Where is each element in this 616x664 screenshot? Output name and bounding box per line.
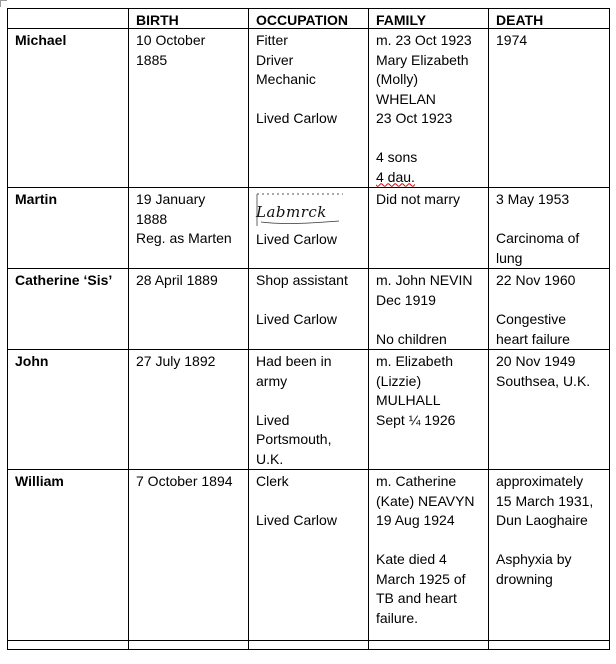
occupation-cell: [249, 269, 369, 350]
birth-cell: [129, 470, 249, 641]
occupation-line: Fitter: [256, 32, 288, 48]
family-line: m. John NEVIN: [376, 272, 473, 288]
family-line: Kate died 4: [376, 551, 447, 567]
family-line: Sept ¼ 1926: [376, 411, 456, 428]
empty-cell: [249, 641, 369, 650]
table-row: [8, 269, 610, 350]
family-line: March 1925 of: [376, 570, 466, 587]
family-line: (Kate) NEAVYN: [376, 492, 475, 509]
residence-line: Lived Carlow: [256, 512, 337, 528]
birth-line: 7 October 1894: [136, 473, 233, 489]
family-line: Did not marry: [376, 191, 461, 207]
family-line: No children: [376, 330, 447, 347]
table-row: [8, 188, 610, 269]
family-line: (Lizzie): [376, 372, 422, 389]
header-family: FAMILY: [369, 9, 489, 29]
page-corner-mark: [0, 0, 7, 7]
occupation-line: Shop assistant: [256, 272, 348, 288]
death-line: 22 Nov 1960: [496, 272, 576, 288]
death-line: lung: [496, 249, 523, 266]
family-line: failure.: [376, 609, 419, 626]
family-line: 4 sons: [376, 149, 418, 165]
birth-cell: [129, 269, 249, 350]
family-line: 23 Oct 1923: [376, 110, 453, 126]
birth-line: 28 April 1889: [136, 272, 218, 288]
residence-line: Lived Carlow: [256, 231, 337, 247]
family-line: m. Elizabeth: [376, 353, 454, 369]
birth-line: 19 January: [136, 191, 206, 207]
family-line: 4 dau.: [376, 168, 415, 185]
family-line: Mary Elizabeth: [376, 51, 469, 68]
family-cell: [369, 350, 489, 470]
person-name: Michael: [8, 29, 129, 188]
birth-cell: [129, 350, 249, 470]
person-name: William: [8, 470, 129, 641]
occupation-line: army: [256, 372, 288, 389]
empty-cell: [489, 641, 610, 650]
birth-line: 10 October: [136, 32, 206, 48]
family-line: (Molly): [376, 71, 418, 87]
occupation-cell: [249, 350, 369, 470]
signature-text: Labmrck: [256, 203, 327, 221]
occupation-cell: [249, 29, 369, 188]
occupation-line: Driver: [256, 51, 294, 68]
family-cell: [369, 188, 489, 269]
header-death: DEATH: [489, 9, 610, 29]
residence-line: Lived Carlow: [256, 311, 337, 327]
birth-cell: [129, 29, 249, 188]
death-line: Congestive: [496, 311, 567, 327]
death-line: Southsea, U.K.: [496, 372, 591, 389]
birth-line: Reg. as Marten: [136, 230, 232, 246]
death-line: Dun Laoghaire: [496, 512, 588, 528]
family-line: WHELAN: [376, 90, 436, 107]
family-line: MULHALL: [376, 392, 441, 408]
occupation-line: Mechanic: [256, 71, 316, 87]
residence-line: Lived Carlow: [256, 110, 337, 126]
death-line: 3 May 1953: [496, 191, 570, 207]
occupation-cell: [249, 188, 369, 269]
death-cell: [489, 29, 610, 188]
death-line: Carcinoma of: [496, 230, 580, 246]
residence-line: U.K.: [256, 450, 284, 467]
death-line: Asphyxia by: [496, 551, 572, 567]
empty-cell: [8, 641, 129, 650]
residence-line: Lived: [256, 411, 290, 428]
signature-image: [253, 192, 347, 230]
family-line: TB and heart: [376, 590, 457, 606]
birth-line: 1885: [136, 51, 168, 68]
residence-line: Portsmouth,: [256, 431, 332, 447]
death-line: 15 March 1931,: [496, 492, 594, 509]
birth-line: 1888: [136, 210, 168, 227]
family-cell: [369, 470, 489, 641]
header-occupation: OCCUPATION: [249, 9, 369, 29]
death-line: 20 Nov 1949: [496, 353, 576, 369]
family-cell: [369, 269, 489, 350]
death-line: 1974: [496, 32, 528, 48]
empty-cell: [369, 641, 489, 650]
header-row: [8, 9, 610, 29]
header-name-cell: [8, 9, 129, 29]
birth-cell: [129, 188, 249, 269]
table-row: [8, 641, 610, 650]
table-row: [8, 29, 610, 188]
family-line: m. 23 Oct 1923: [376, 32, 472, 48]
family-line: m. Catherine: [376, 473, 457, 489]
death-line: drowning: [496, 570, 553, 587]
family-cell: [369, 29, 489, 188]
death-cell: [489, 350, 610, 470]
death-cell: [489, 269, 610, 350]
occupation-cell: [249, 470, 369, 641]
family-line: Dec 1919: [376, 291, 436, 308]
death-cell: [489, 470, 610, 641]
table-row: [8, 350, 610, 470]
empty-cell: [129, 641, 249, 650]
death-cell: [489, 188, 610, 269]
person-name: Catherine ‘Sis’: [8, 269, 129, 350]
birth-line: 27 July 1892: [136, 353, 216, 369]
death-line: heart failure: [496, 330, 570, 347]
table-row: [8, 470, 610, 641]
death-line: approximately: [496, 473, 584, 489]
family-line: 19 Aug 1924: [376, 512, 455, 528]
occupation-line: Clerk: [256, 473, 289, 489]
person-name: Martin: [8, 188, 129, 269]
header-birth: BIRTH: [129, 9, 249, 29]
family-history-table: [7, 8, 610, 650]
occupation-line: Had been in: [256, 353, 332, 369]
person-name: John: [8, 350, 129, 470]
